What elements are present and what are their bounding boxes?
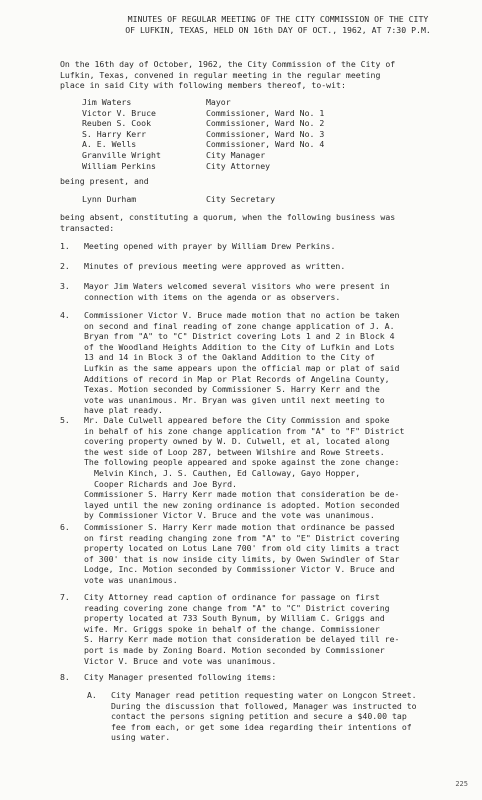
agenda-item-3	[60, 281, 465, 302]
intro-line: place in said City with following members thereof, to-wit:	[60, 80, 346, 91]
item-line: The following people appeared and spoke against the zone change:	[84, 457, 400, 468]
agenda-item-4	[60, 310, 465, 416]
item-line: Commissioner S. Harry Kerr made motion that ordinance be passed	[84, 522, 395, 532]
subitem-line: fee from each, or get some idea regarding their intentions of	[111, 721, 412, 732]
document-title	[98, 14, 458, 35]
item-line: of 300' that is now inside city limits, by Owen Swindler of Star	[84, 553, 400, 564]
intro-line: On the 16th day of October, 1962, the City Commission of the City of	[60, 59, 396, 69]
item-number: 8.	[60, 672, 70, 682]
item-line: Bryan from "A" to "C" District covering Lots 1 and 2 in Block 4	[84, 331, 395, 342]
member-row	[82, 161, 324, 172]
member-role: Commissioner, Ward No. 4	[206, 139, 325, 150]
member-name: A. E. Wells	[82, 139, 137, 150]
item-line: Mr. Dale Culwell appeared before the City Commission and spoke	[84, 415, 390, 425]
member-row	[82, 129, 324, 140]
secretary-roster	[82, 194, 275, 205]
item-line: wife. Mr. Griggs spoke in behalf of the change. Commissioner	[84, 623, 380, 634]
item-line: Victor V. Bruce and vote was unanimous.	[84, 655, 277, 666]
being-present-text: being present, and	[60, 176, 149, 186]
title-line-2: OF LUFKIN, TEXAS, HELD ON 16th DAY OF OCT., 1962, AT 7:30 P.M.	[125, 24, 431, 35]
member-role: Commissioner, Ward No. 3	[206, 128, 325, 139]
item-line: 13 and 14 in Block 3 of the Oakland Addition to the City of	[84, 352, 375, 363]
subitem-line: During the discussion that followed, Manager was instructed to	[111, 700, 417, 711]
item-line: City Attorney read caption of ordinance for passage on first	[84, 592, 380, 602]
being-present-line	[60, 176, 460, 187]
quorum-line: transacted:	[60, 222, 115, 233]
item-line: Melvin Kinch, J. S. Cauthen, Ed Calloway, Gayo Hopper,	[94, 467, 361, 478]
item-number: 5.	[60, 415, 70, 425]
agenda-item-5	[60, 415, 465, 521]
subitem-line: City Manager read petition requesting water on Longcon Street.	[111, 690, 417, 700]
item-line: vote was unanimous.	[84, 574, 178, 585]
member-row	[82, 118, 324, 129]
item-number: 3.	[60, 281, 70, 291]
item-line: City Manager presented following items:	[84, 672, 277, 682]
item-line: Meeting opened with prayer by William Drew Perkins.	[84, 241, 336, 251]
item-line: Commissioner S. Harry Kerr made motion that consideration be de-	[84, 489, 400, 500]
item-line: property located at 733 South Bynum, by William C. Griggs and	[84, 613, 385, 624]
member-role: Commissioner, Ward No. 1	[206, 107, 325, 118]
item-line: Lodge, Inc. Motion seconded by Commissioner Victor V. Bruce and	[84, 564, 395, 575]
intro-line: Lufkin, Texas, convened in regular meeting in the regular meeting	[60, 69, 381, 80]
members-roster	[82, 97, 324, 171]
item-line: connection with items on the agenda or as observers.	[84, 291, 341, 302]
secretary-row	[82, 194, 275, 205]
page-corner-mark: 225	[455, 780, 468, 789]
item-line: of the Woodland Heights Addition to the City of Lufkin and Lots	[84, 341, 395, 352]
item-line: vote was unanimous. Mr. Bryan was given until next meeting to	[84, 394, 385, 405]
item-line: layed until the new zoning ordinance is adopted. Motion seconded	[84, 499, 400, 510]
quorum-paragraph	[60, 212, 460, 233]
item-line: property located on Lotus Lane 700' from old city limits a tract	[84, 543, 400, 554]
item-line: Cooper Richards and Joe Byrd.	[94, 478, 237, 489]
title-line-1: MINUTES OF REGULAR MEETING OF THE CITY COMMISSION OF THE CITY	[127, 14, 429, 24]
member-name: S. Harry Kerr	[82, 128, 147, 139]
member-role: Commissioner, Ward No. 2	[206, 118, 325, 129]
item-line: Mayor Jim Waters welcomed several visitors who were present in	[84, 281, 390, 291]
agenda-subitem-a	[87, 690, 467, 743]
item-number: 1.	[60, 241, 70, 251]
agenda-item-6	[60, 522, 465, 586]
item-line: the west side of Loop 287, between Wilshire and Rowe Streets.	[84, 446, 385, 457]
agenda-item-2	[60, 261, 465, 272]
item-line: Lufkin as the same appears upon the official map or plat of said	[84, 362, 400, 373]
subitem-letter: A.	[87, 690, 97, 700]
item-line: on first reading changing zone from "A" to "E" District covering	[84, 532, 400, 543]
secretary-name: Lynn Durham	[82, 194, 137, 204]
member-row	[82, 150, 324, 161]
item-number: 6.	[60, 522, 70, 532]
member-row	[82, 139, 324, 150]
member-name: William Perkins	[82, 160, 156, 171]
item-line: Minutes of previous meeting were approved as written.	[84, 261, 346, 271]
member-role: Mayor	[206, 97, 231, 107]
agenda-item-7	[60, 592, 465, 666]
secretary-role: City Secretary	[206, 194, 276, 204]
quorum-line: being absent, constituting a quorum, when the following business was	[60, 212, 396, 222]
member-role: City Attorney	[206, 160, 271, 171]
member-name: Reuben S. Cook	[82, 118, 152, 129]
item-number: 2.	[60, 261, 70, 271]
item-number: 4.	[60, 310, 70, 320]
item-line: port is made by Zoning Board. Motion seconded by Commissioner	[84, 644, 385, 655]
item-line: Texas. Motion seconded by Commissioner S. Harry Kerr and the	[84, 384, 380, 395]
agenda-item-8	[60, 672, 465, 683]
item-line: on second and final reading of zone change application of J. A.	[84, 320, 395, 331]
subitem-line: using water.	[111, 732, 171, 743]
item-line: Commissioner Victor V. Bruce made motion that no action be taken	[84, 310, 400, 320]
item-number: 7.	[60, 592, 70, 602]
item-line: S. Harry Kerr made motion that consideration be delayed till re-	[84, 634, 400, 645]
item-line: reading covering zone change from "A" to "C" District covering	[84, 602, 390, 613]
subitem-line: contact the persons signing petition and secure a $40.00 tap	[111, 711, 407, 722]
item-line: in behalf of his zone change application from "A" to "F" District	[84, 425, 405, 436]
member-name: Victor V. Bruce	[82, 107, 156, 118]
item-line: have plat ready.	[84, 405, 163, 416]
member-role: City Manager	[206, 149, 266, 160]
member-row	[82, 97, 324, 108]
agenda-item-1	[60, 241, 465, 252]
member-row	[82, 108, 324, 119]
member-name: Granville Wright	[82, 149, 161, 160]
intro-paragraph	[60, 59, 460, 91]
item-line: covering property owned by W. D. Culwell, et al, located along	[84, 436, 390, 447]
item-line: by Commissioner Victor V. Bruce and the vote was unanimous.	[84, 510, 375, 521]
member-name: Jim Waters	[82, 97, 132, 107]
item-line: Additions of record in Map or Plat Records of Angelina County,	[84, 373, 390, 384]
